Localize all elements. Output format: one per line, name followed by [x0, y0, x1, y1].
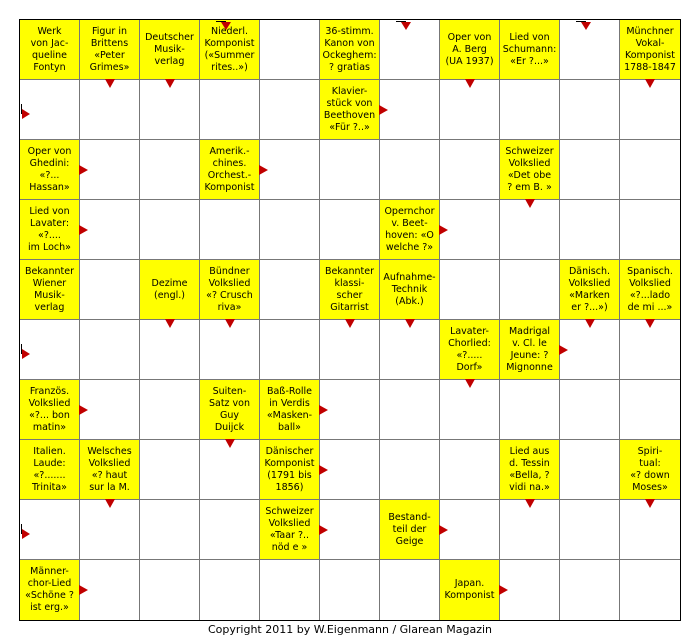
answer-cell[interactable]: [80, 260, 140, 320]
arrow-right-icon: [79, 225, 88, 235]
arrow-bend-down-icon: [576, 21, 590, 33]
answer-cell[interactable]: [500, 380, 560, 440]
answer-cell[interactable]: [500, 260, 560, 320]
arrow-right-icon: [439, 225, 448, 235]
clue-cell: [20, 200, 80, 260]
answer-cell[interactable]: [320, 200, 380, 260]
answer-cell[interactable]: [260, 560, 320, 620]
answer-cell[interactable]: [140, 500, 200, 560]
clue-cell: [20, 560, 80, 620]
clue-cell: [440, 560, 500, 620]
clue-text: Suiten- Satz von Guy Duijck: [208, 385, 251, 433]
answer-cell[interactable]: [320, 440, 380, 500]
answer-cell[interactable]: [260, 140, 320, 200]
arrow-down-icon: [465, 379, 475, 388]
clue-text: 36-stimm. Kanon von Ockeghem: ? gratias: [322, 25, 377, 73]
arrow-down-icon: [645, 319, 655, 328]
answer-cell[interactable]: [260, 260, 320, 320]
clue-text: Figur in Brittens «Peter Grimes»: [89, 25, 130, 73]
answer-cell[interactable]: [140, 380, 200, 440]
arrow-down-icon: [525, 199, 535, 208]
clue-text: Lied aus d. Tessin «Bella, ? vidi na.»: [509, 445, 550, 493]
answer-cell[interactable]: [500, 200, 560, 260]
clue-cell: [80, 20, 140, 80]
clue-text: Spanisch. Volkslied «?...lado de mi ...»: [627, 265, 673, 313]
clue-text: Schweizer Volkslied «Taar ?.. nöd e »: [265, 505, 314, 553]
arrow-bend-right-icon: [21, 104, 31, 118]
arrow-down-icon: [585, 319, 595, 328]
answer-cell[interactable]: [140, 440, 200, 500]
answer-cell[interactable]: [80, 320, 140, 380]
answer-cell[interactable]: [500, 500, 560, 560]
answer-cell[interactable]: [620, 320, 680, 380]
answer-cell[interactable]: [200, 200, 260, 260]
clue-text: Lied von Lavater: «?.... im Loch»: [28, 205, 71, 253]
answer-cell[interactable]: [80, 380, 140, 440]
answer-cell[interactable]: [560, 140, 620, 200]
answer-cell[interactable]: [200, 440, 260, 500]
clue-cell: [20, 20, 80, 80]
answer-cell[interactable]: [140, 200, 200, 260]
clue-cell: [260, 500, 320, 560]
clue-text: Werk von Jac- queline Fontyn: [30, 25, 69, 73]
arrow-right-icon: [79, 405, 88, 415]
answer-cell[interactable]: [560, 380, 620, 440]
answer-cell[interactable]: [560, 320, 620, 380]
clue-text: Madrigal v. Cl. le Jeune: ? Mignonne: [506, 325, 553, 373]
answer-cell[interactable]: [560, 200, 620, 260]
answer-cell[interactable]: [440, 500, 500, 560]
answer-cell[interactable]: [440, 260, 500, 320]
clue-cell: [140, 20, 200, 80]
answer-cell[interactable]: [320, 500, 380, 560]
arrow-bend-right-icon: [21, 344, 31, 358]
clue-cell: [20, 140, 80, 200]
clue-text: Amerik.- chines. Orchest.- Komponist: [204, 145, 255, 193]
clue-text: Italien. Laude: «?....... Trinita»: [32, 445, 67, 493]
answer-cell[interactable]: [380, 380, 440, 440]
clue-text: Münchner Vokal- Komponist 1788-1847: [624, 25, 676, 73]
answer-cell[interactable]: [440, 140, 500, 200]
clue-cell: [380, 260, 440, 320]
clue-text: Baß-Rolle in Verdis «Masken- ball»: [266, 385, 313, 433]
answer-cell[interactable]: [80, 140, 140, 200]
arrow-right-icon: [439, 525, 448, 535]
answer-cell[interactable]: [620, 80, 680, 140]
clue-text: Dänischer Komponist (1791 bis 1856): [264, 445, 315, 493]
clue-text: Bestand- teil der Geige: [388, 511, 431, 547]
answer-cell[interactable]: [380, 440, 440, 500]
clue-cell: [620, 20, 680, 80]
clue-text: Japan. Komponist: [444, 578, 495, 601]
clue-cell: [440, 320, 500, 380]
arrow-down-icon: [525, 499, 535, 508]
answer-cell[interactable]: [140, 320, 200, 380]
arrow-right-icon: [319, 405, 328, 415]
clue-text: Oper von Ghedini: «?... Hassan»: [27, 145, 72, 193]
clue-cell: [20, 440, 80, 500]
clue-cell: [200, 140, 260, 200]
clue-text: Bekannter Wiener Musik- verlag: [24, 265, 75, 313]
answer-cell[interactable]: [200, 80, 260, 140]
answer-cell[interactable]: [80, 80, 140, 140]
clue-text: Lavater- Chorlied: «?..... Dorf»: [448, 325, 491, 373]
clue-cell: [20, 260, 80, 320]
clue-text: Bündner Volkslied «? Crusch riva»: [206, 265, 253, 313]
answer-cell[interactable]: [620, 500, 680, 560]
clue-cell: [620, 260, 680, 320]
arrow-right-icon: [379, 105, 388, 115]
clue-cell: [140, 260, 200, 320]
answer-cell[interactable]: [620, 140, 680, 200]
answer-cell[interactable]: [140, 560, 200, 620]
arrow-down-icon: [105, 499, 115, 508]
clue-cell: [20, 380, 80, 440]
clue-cell: [500, 440, 560, 500]
clue-text: Klavier- stück von Beethoven «Für ?..»: [323, 85, 376, 133]
answer-cell[interactable]: [320, 320, 380, 380]
answer-cell[interactable]: [140, 140, 200, 200]
clue-text: Bekannter klassi- scher Gitarrist: [324, 265, 375, 313]
answer-cell[interactable]: [380, 560, 440, 620]
arrow-down-icon: [645, 79, 655, 88]
answer-cell[interactable]: [80, 200, 140, 260]
arrow-down-icon: [465, 79, 475, 88]
answer-cell[interactable]: [320, 140, 380, 200]
copyright-text: Copyright 2011 by W.Eigenmann / Glarean Magazin: [208, 623, 492, 636]
arrow-right-icon: [79, 585, 88, 595]
answer-cell[interactable]: [80, 500, 140, 560]
clue-text: Welsches Volkslied «? haut sur la M.: [87, 445, 132, 493]
answer-cell[interactable]: [380, 80, 440, 140]
answer-cell[interactable]: [560, 440, 620, 500]
clue-cell: [200, 260, 260, 320]
arrow-down-icon: [645, 499, 655, 508]
clue-text: Spiri- tual: «? down Moses»: [630, 445, 670, 493]
clue-cell: [320, 80, 380, 140]
arrow-down-icon: [405, 319, 415, 328]
answer-cell[interactable]: [440, 380, 500, 440]
clue-cell: [260, 440, 320, 500]
answer-cell[interactable]: [80, 560, 140, 620]
clue-cell: [500, 320, 560, 380]
answer-cell[interactable]: [620, 380, 680, 440]
arrow-down-icon: [225, 439, 235, 448]
answer-cell[interactable]: [140, 80, 200, 140]
clue-cell: [500, 20, 560, 80]
clue-cell: [500, 140, 560, 200]
clue-text: Männer- chor-Lied «Schöne ? ist erg.»: [25, 566, 74, 613]
clue-text: Oper von A. Berg (UA 1937): [445, 31, 494, 67]
clue-text: Deutscher Musik- verlag: [145, 31, 194, 67]
clue-cell: [200, 380, 260, 440]
arrow-right-icon: [79, 165, 88, 175]
arrow-bend-down-icon: [396, 21, 410, 33]
arrow-right-icon: [499, 585, 508, 595]
clue-text: Aufnahme- Technik (Abk.): [383, 271, 436, 307]
answer-cell[interactable]: [560, 500, 620, 560]
answer-cell[interactable]: [320, 380, 380, 440]
answer-cell[interactable]: [200, 500, 260, 560]
arrow-down-icon: [105, 79, 115, 88]
arrow-right-icon: [319, 525, 328, 535]
arrow-bend-right-icon: [21, 524, 31, 538]
clue-text: Schweizer Volkslied «Det obe ? em B. »: [505, 145, 554, 193]
arrow-right-icon: [559, 345, 568, 355]
clue-cell: [320, 260, 380, 320]
clue-text: Dänisch. Volkslied «Marken er ?...»): [568, 265, 611, 313]
clue-cell: [260, 380, 320, 440]
arrow-down-icon: [165, 79, 175, 88]
arrow-down-icon: [165, 319, 175, 328]
answer-cell[interactable]: [260, 20, 320, 80]
arrow-right-icon: [319, 465, 328, 475]
answer-cell[interactable]: [380, 320, 440, 380]
clue-text: Opernchor v. Beet- hoven: «O welche ?»: [384, 205, 435, 253]
clue-text: Niederl. Komponist («Summer rites..»): [204, 25, 255, 73]
clue-text: Französ. Volkslied «?... bon matin»: [28, 385, 71, 433]
answer-cell[interactable]: [260, 80, 320, 140]
answer-cell[interactable]: [440, 80, 500, 140]
clue-cell: [80, 440, 140, 500]
arrow-bend-down-icon: [216, 21, 230, 33]
arrow-down-icon: [225, 319, 235, 328]
answer-cell[interactable]: [620, 560, 680, 620]
clue-cell: [380, 500, 440, 560]
clue-cell: [620, 440, 680, 500]
arrow-down-icon: [345, 319, 355, 328]
answer-cell[interactable]: [620, 200, 680, 260]
answer-cell[interactable]: [380, 140, 440, 200]
arrow-right-icon: [259, 165, 268, 175]
answer-cell[interactable]: [500, 560, 560, 620]
answer-cell[interactable]: [440, 200, 500, 260]
answer-cell[interactable]: [260, 320, 320, 380]
answer-cell[interactable]: [200, 560, 260, 620]
answer-cell[interactable]: [260, 200, 320, 260]
answer-cell[interactable]: [560, 560, 620, 620]
clue-cell: [320, 20, 380, 80]
clue-text: Lied von Schumann: «Er ?...»: [502, 31, 557, 67]
answer-cell[interactable]: [560, 80, 620, 140]
answer-cell[interactable]: [500, 80, 560, 140]
answer-cell[interactable]: [320, 560, 380, 620]
clue-text: Dezime (engl.): [151, 277, 188, 301]
clue-cell: [440, 20, 500, 80]
answer-cell[interactable]: [200, 320, 260, 380]
answer-cell[interactable]: [440, 440, 500, 500]
crossword-grid: [19, 19, 681, 621]
clue-cell: [380, 200, 440, 260]
clue-cell: [560, 260, 620, 320]
